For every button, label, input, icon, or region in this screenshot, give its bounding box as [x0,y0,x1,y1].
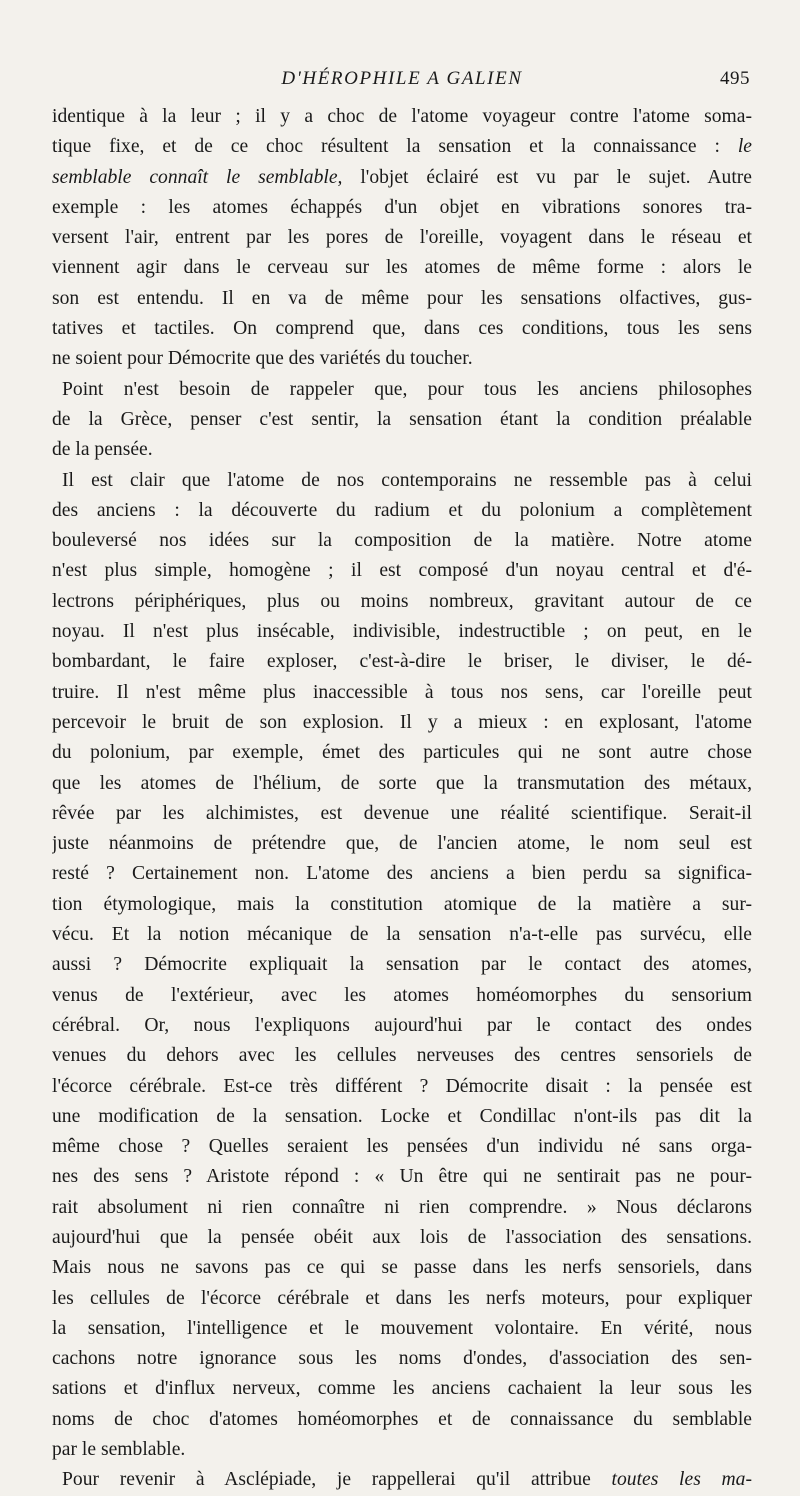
book-page [52,60,752,1496]
text-line: de la pensée. [52,439,153,461]
text-line: lectrons périphériques, plus ou moins nombreux, gravitant autour de ce [52,590,752,612]
text-line: bouleversé nos idées sur la composition de la matière. Notre atome [52,530,752,552]
text-line: tatives et tactiles. On comprend que, dans ces conditions, tous les sens [52,318,752,340]
text-line: juste néanmoins de prétendre que, de l'ancien atome, le nom seul est [52,833,752,855]
text-line: n'est plus simple, homogène ; il est composé d'un noyau central et d'é- [52,560,752,582]
text-line: de la Grèce, penser c'est sentir, la sensation étant la condition préalable [52,408,752,430]
text-line: tion étymologique, mais la constitution atomique de la matière a sur- [52,893,752,915]
text-line: cachons notre ignorance sous les noms d'ondes, d'association des sen- [52,1348,752,1370]
text-line: aujourd'hui que la pensée obéit aux lois de l'association des sensations. [52,1226,752,1248]
text-line: Point n'est besoin de rappeler que, pour tous les anciens philosophes [62,378,752,400]
text-line: des anciens : la découverte du radium et du polonium a complètement [52,499,752,521]
text-line: même chose ? Quelles seraient les pensées d'un individu né sans orga- [52,1136,752,1158]
text-line: vécu. Et la notion mécanique de la sensation n'a-t-elle pas survécu, elle [52,924,752,946]
text-line: bombardant, le faire exploser, c'est-à-dire le briser, le diviser, le dé- [52,651,752,673]
text-line: percevoir le bruit de son explosion. Il y a mieux : en explosant, l'atome [52,711,752,733]
text-line: versent l'air, entrent par les pores de l'oreille, voyagent dans le réseau et [52,227,752,249]
page-number: 495 [720,68,750,89]
text-line: que les atomes de l'hélium, de sorte que la transmutation des métaux, [52,772,752,794]
text-line: du polonium, par exemple, émet des particules qui ne sont autre chose [52,742,752,764]
text-line: ne soient pour Démocrite que des variétés du toucher. [52,348,473,370]
text-line: venues du dehors avec les cellules nerveuses des centres sensoriels de [52,1045,752,1067]
text-line: exemple : les atomes échappés d'un objet en vibrations sonores tra- [52,196,752,218]
italic-phrase: le [737,136,752,158]
italic-phrase: semblable connaît le semblable, [52,166,343,188]
text-line: l'écorce cérébrale. Est-ce très différent ? Démocrite disait : la pensée est [52,1075,752,1097]
text-line: semblable connaît le semblable, l'objet éclairé est vu par le sujet. Autre [52,166,752,188]
text-line: cérébral. Or, nous l'expliquons aujourd'hui par le contact des ondes [52,1014,752,1036]
text-line: Il est clair que l'atome de nos contemporains ne ressemble pas à celui [62,469,752,491]
text-line: Mais nous ne savons pas ce qui se passe dans les nerfs sensoriels, dans [52,1257,752,1279]
italic-phrase: toutes les ma- [611,1469,752,1491]
text-line: la sensation, l'intelligence et le mouvement volontaire. En vérité, nous [52,1317,752,1339]
text-line: resté ? Certainement non. L'atome des anciens a bien perdu sa significa- [52,863,752,885]
text-line: une modification de la sensation. Locke et Condillac n'ont-ils pas dit la [52,1105,752,1127]
text-line: sations et d'influx nerveux, comme les anciens cachaient la leur sous les [52,1378,752,1400]
text-line: tique fixe, et de ce choc résultent la sensation et la connaissance : le [52,136,752,158]
text-line: nes des sens ? Aristote répond : « Un être qui ne sentirait pas ne pour- [52,1166,752,1188]
text-line: truire. Il n'est même plus inaccessible à tous nos sens, car l'oreille peut [52,681,752,703]
text-line: rait absolument ni rien connaître ni rien comprendre. » Nous déclarons [52,1196,752,1218]
text-line: identique à la leur ; il y a choc de l'atome voyageur contre l'atome soma- [52,106,752,127]
running-title: D'HÉROPHILE A GALIEN [281,68,523,89]
text-line: rêvée par les alchimistes, est devenue une réalité scientifique. Serait-il [52,802,752,824]
text-line: noyau. Il n'est plus insécable, indivisible, indestructible ; on peut, en le [52,621,752,643]
text-line: venus de l'extérieur, avec les atomes homéomorphes du sensorium [52,984,752,1006]
body-text [52,102,752,1496]
text-line: aussi ? Démocrite expliquait la sensation par le contact des atomes, [52,954,752,976]
text-line: noms de choc d'atomes homéomorphes et de connaissance du semblable [52,1408,752,1430]
text-line: son est entendu. Il en va de même pour les sensations olfactives, gus- [52,287,752,309]
text-line: Pour revenir à Asclépiade, je rappellerai qu'il attribue toutes les ma- [62,1469,752,1491]
running-header [52,60,752,94]
text-line: par le semblable. [52,1439,186,1461]
text-line: viennent agir dans le cerveau sur les atomes de même forme : alors le [52,257,752,279]
text-line: les cellules de l'écorce cérébrale et dans les nerfs moteurs, pour expliquer [52,1287,752,1309]
